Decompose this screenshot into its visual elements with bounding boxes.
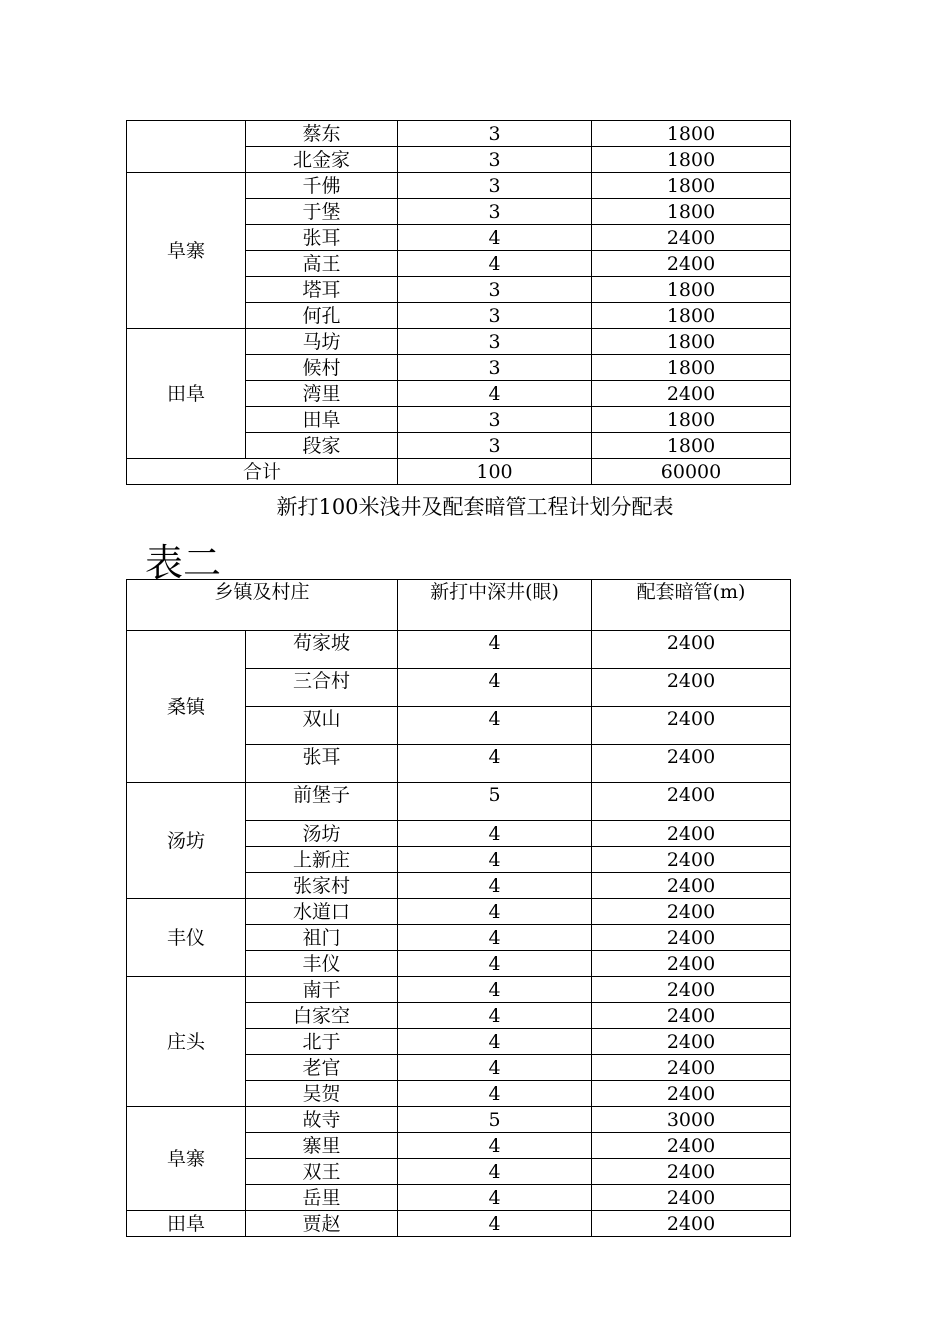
table-1 — [126, 120, 791, 485]
header-town-village: 乡镇及村庄 — [127, 580, 398, 631]
village-cell: 张家村 — [246, 873, 398, 899]
wells-cell: 3 — [398, 433, 592, 459]
wells-cell: 3 — [398, 199, 592, 225]
wells-cell: 4 — [398, 925, 592, 951]
village-cell: 张耳 — [246, 745, 398, 783]
wells-cell: 4 — [398, 1133, 592, 1159]
village-cell: 苟家坡 — [246, 631, 398, 669]
pipe-cell: 3000 — [592, 1107, 791, 1133]
pipe-cell: 1800 — [592, 329, 791, 355]
section-title: 表二 — [145, 541, 222, 585]
wells-cell: 4 — [398, 1055, 592, 1081]
village-cell: 水道口 — [246, 899, 398, 925]
village-cell: 候村 — [246, 355, 398, 381]
pipe-cell: 2400 — [592, 847, 791, 873]
wells-cell: 3 — [398, 121, 592, 147]
town-cell: 庄头 — [127, 977, 246, 1107]
pipe-cell: 1800 — [592, 147, 791, 173]
wells-cell: 5 — [398, 783, 592, 821]
town-cell: 田阜 — [127, 329, 246, 459]
town-cell: 丰仪 — [127, 899, 246, 977]
pipe-cell: 1800 — [592, 277, 791, 303]
pipe-cell: 1800 — [592, 199, 791, 225]
wells-cell: 3 — [398, 277, 592, 303]
wells-cell: 3 — [398, 407, 592, 433]
header-wells: 新打中深井(眼) — [398, 580, 592, 631]
pipe-cell: 2400 — [592, 381, 791, 407]
village-cell: 段家 — [246, 433, 398, 459]
village-cell: 祖门 — [246, 925, 398, 951]
table-row — [127, 121, 791, 147]
wells-cell: 4 — [398, 951, 592, 977]
town-cell — [127, 121, 246, 173]
village-cell: 何孔 — [246, 303, 398, 329]
wells-cell: 4 — [398, 821, 592, 847]
wells-cell: 4 — [398, 745, 592, 783]
pipe-cell: 2400 — [592, 873, 791, 899]
village-cell: 千佛 — [246, 173, 398, 199]
wells-cell: 3 — [398, 355, 592, 381]
wells-cell: 4 — [398, 1081, 592, 1107]
village-cell: 南干 — [246, 977, 398, 1003]
village-cell: 塔耳 — [246, 277, 398, 303]
wells-cell: 4 — [398, 1185, 592, 1211]
wells-cell: 4 — [398, 251, 592, 277]
pipe-cell: 2400 — [592, 745, 791, 783]
village-cell: 田阜 — [246, 407, 398, 433]
pipe-cell: 2400 — [592, 977, 791, 1003]
village-cell: 双山 — [246, 707, 398, 745]
wells-cell: 4 — [398, 977, 592, 1003]
village-cell: 故寺 — [246, 1107, 398, 1133]
pipe-cell: 1800 — [592, 173, 791, 199]
town-cell: 阜寨 — [127, 173, 246, 329]
wells-cell: 4 — [398, 1159, 592, 1185]
wells-cell: 4 — [398, 847, 592, 873]
pipe-cell: 2400 — [592, 821, 791, 847]
town-cell: 田阜 — [127, 1211, 246, 1237]
total-row — [127, 459, 791, 485]
wells-cell: 4 — [398, 1003, 592, 1029]
table-row — [127, 1211, 791, 1237]
pipe-cell: 1800 — [592, 355, 791, 381]
town-cell: 汤坊 — [127, 783, 246, 899]
village-cell: 马坊 — [246, 329, 398, 355]
wells-cell: 3 — [398, 173, 592, 199]
town-cell: 阜寨 — [127, 1107, 246, 1211]
wells-cell: 4 — [398, 381, 592, 407]
village-cell: 北金家 — [246, 147, 398, 173]
wells-cell: 3 — [398, 329, 592, 355]
village-cell: 于堡 — [246, 199, 398, 225]
village-cell: 贾赵 — [246, 1211, 398, 1237]
wells-cell: 5 — [398, 1107, 592, 1133]
table-row — [127, 977, 791, 1003]
table-caption: 新打100米浅井及配套暗管工程计划分配表 — [276, 495, 674, 519]
pipe-cell: 2400 — [592, 1133, 791, 1159]
village-cell: 岳里 — [246, 1185, 398, 1211]
town-cell: 桑镇 — [127, 631, 246, 783]
village-cell: 老官 — [246, 1055, 398, 1081]
pipe-cell: 2400 — [592, 669, 791, 707]
pipe-cell: 2400 — [592, 1185, 791, 1211]
pipe-cell: 2400 — [592, 899, 791, 925]
header-pipe: 配套暗管(m) — [592, 580, 791, 631]
pipe-cell: 2400 — [592, 631, 791, 669]
table-row — [127, 1107, 791, 1133]
wells-cell: 4 — [398, 1211, 592, 1237]
pipe-cell: 1800 — [592, 407, 791, 433]
total-pipe: 60000 — [592, 459, 791, 485]
village-cell: 丰仪 — [246, 951, 398, 977]
village-cell: 北于 — [246, 1029, 398, 1055]
village-cell: 蔡东 — [246, 121, 398, 147]
total-wells: 100 — [398, 459, 592, 485]
village-cell: 白家空 — [246, 1003, 398, 1029]
wells-cell: 4 — [398, 873, 592, 899]
wells-cell: 3 — [398, 303, 592, 329]
pipe-cell: 2400 — [592, 225, 791, 251]
pipe-cell: 2400 — [592, 1081, 791, 1107]
wells-cell: 4 — [398, 707, 592, 745]
pipe-cell: 2400 — [592, 951, 791, 977]
village-cell: 寨里 — [246, 1133, 398, 1159]
pipe-cell: 1800 — [592, 303, 791, 329]
village-cell: 上新庄 — [246, 847, 398, 873]
village-cell: 湾里 — [246, 381, 398, 407]
wells-cell: 3 — [398, 147, 592, 173]
pipe-cell: 2400 — [592, 925, 791, 951]
table-row — [127, 899, 791, 925]
village-cell: 双王 — [246, 1159, 398, 1185]
wells-cell: 4 — [398, 631, 592, 669]
table-header-row — [127, 580, 791, 631]
village-cell: 汤坊 — [246, 821, 398, 847]
wells-cell: 4 — [398, 899, 592, 925]
pipe-cell: 2400 — [592, 1211, 791, 1237]
pipe-cell: 1800 — [592, 121, 791, 147]
table-row — [127, 329, 791, 355]
pipe-cell: 2400 — [592, 1055, 791, 1081]
village-cell: 高王 — [246, 251, 398, 277]
pipe-cell: 2400 — [592, 707, 791, 745]
pipe-cell: 2400 — [592, 251, 791, 277]
wells-cell: 4 — [398, 1029, 592, 1055]
village-cell: 吴贺 — [246, 1081, 398, 1107]
pipe-cell: 2400 — [592, 1159, 791, 1185]
table-row — [127, 173, 791, 199]
village-cell: 前堡子 — [246, 783, 398, 821]
table-2 — [126, 579, 791, 1237]
wells-cell: 4 — [398, 225, 592, 251]
pipe-cell: 2400 — [592, 783, 791, 821]
wells-cell: 4 — [398, 669, 592, 707]
village-cell: 张耳 — [246, 225, 398, 251]
total-label: 合计 — [127, 459, 398, 485]
table-row — [127, 783, 791, 821]
village-cell: 三合村 — [246, 669, 398, 707]
table-row — [127, 631, 791, 669]
pipe-cell: 2400 — [592, 1029, 791, 1055]
pipe-cell: 1800 — [592, 433, 791, 459]
pipe-cell: 2400 — [592, 1003, 791, 1029]
